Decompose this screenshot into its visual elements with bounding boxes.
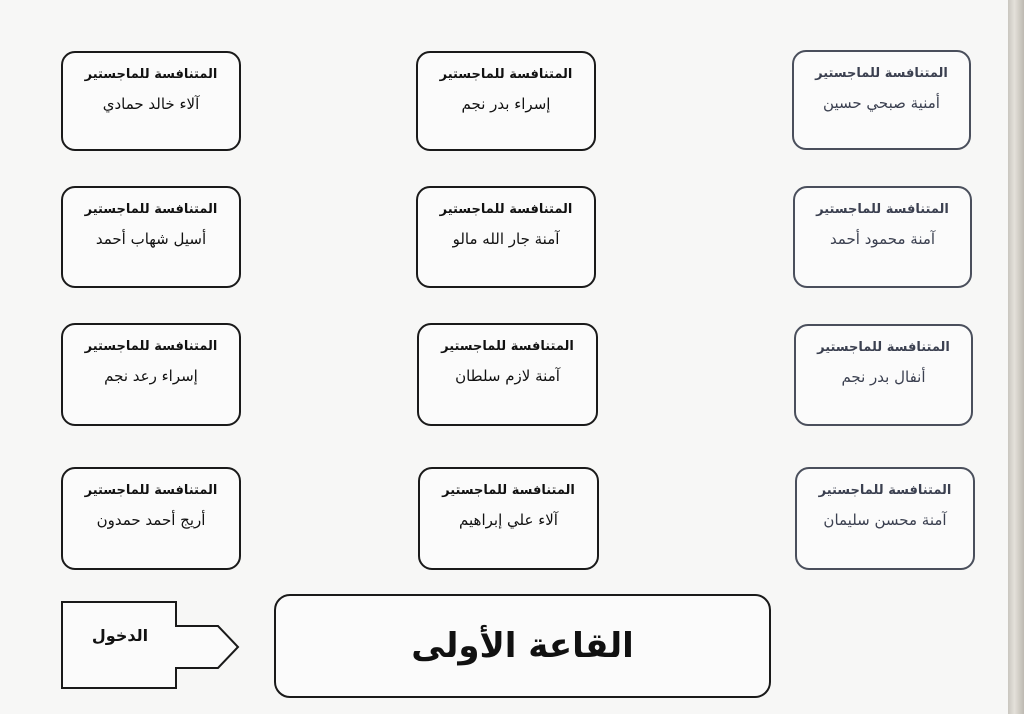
hall-name: القاعة الأولى	[411, 626, 634, 666]
seat-card	[416, 51, 596, 151]
seat-card-name: إسراء بدر نجم	[461, 95, 551, 113]
seat-card-title: المتنافسة للماجستير	[815, 66, 948, 81]
seat-card-title: المتنافسة للماجستير	[84, 202, 218, 217]
seat-card-name: آمنة جار الله مالو	[452, 230, 560, 248]
hall-banner	[274, 594, 771, 698]
seat-card	[61, 467, 241, 570]
paper-edge	[1008, 0, 1024, 714]
seat-card-name: آمنة محسن سليمان	[823, 511, 947, 529]
seat-card	[794, 324, 973, 426]
seat-card-title: المتنافسة للماجستير	[439, 67, 573, 82]
seat-card	[795, 467, 975, 570]
entrance-arrow-icon	[60, 600, 244, 692]
seat-card-title: المتنافسة للماجستير	[442, 483, 575, 498]
seat-card-name: أريج أحمد حمدون	[96, 511, 206, 529]
seat-card-name: آمنة محمود أحمد	[829, 230, 936, 248]
seat-card-title: المتنافسة للماجستير	[816, 202, 949, 217]
seat-card-title: المتنافسة للماجستير	[439, 202, 573, 217]
seat-card	[61, 51, 241, 151]
seat-card	[793, 186, 972, 288]
seat-card-title: المتنافسة للماجستير	[817, 340, 950, 355]
seat-card	[792, 50, 971, 150]
seat-card-name: آمنة لازم سلطان	[455, 367, 560, 385]
seat-card-title: المتنافسة للماجستير	[84, 339, 218, 354]
seat-card-title: المتنافسة للماجستير	[84, 483, 218, 498]
seat-card	[416, 186, 596, 288]
entrance-label: الدخول	[91, 626, 149, 645]
seat-card	[61, 186, 241, 288]
seat-card-title: المتنافسة للماجستير	[84, 67, 218, 82]
seat-card	[61, 323, 241, 426]
seat-card-name: أمنية صبحي حسين	[823, 94, 940, 112]
seat-card-name: أنفال بدر نجم	[841, 368, 926, 386]
seat-card-title: المتنافسة للماجستير	[441, 339, 574, 354]
seat-card-name: إسراء رعد نجم	[104, 367, 198, 385]
seat-card-name: آلاء علي إبراهيم	[459, 511, 558, 529]
seat-card-title: المتنافسة للماجستير	[818, 483, 952, 498]
seat-card-name: أسيل شهاب أحمد	[95, 230, 207, 248]
seat-card	[417, 323, 598, 426]
seat-card-name: آلاء خالد حمادي	[102, 95, 200, 113]
seat-card	[418, 467, 599, 570]
